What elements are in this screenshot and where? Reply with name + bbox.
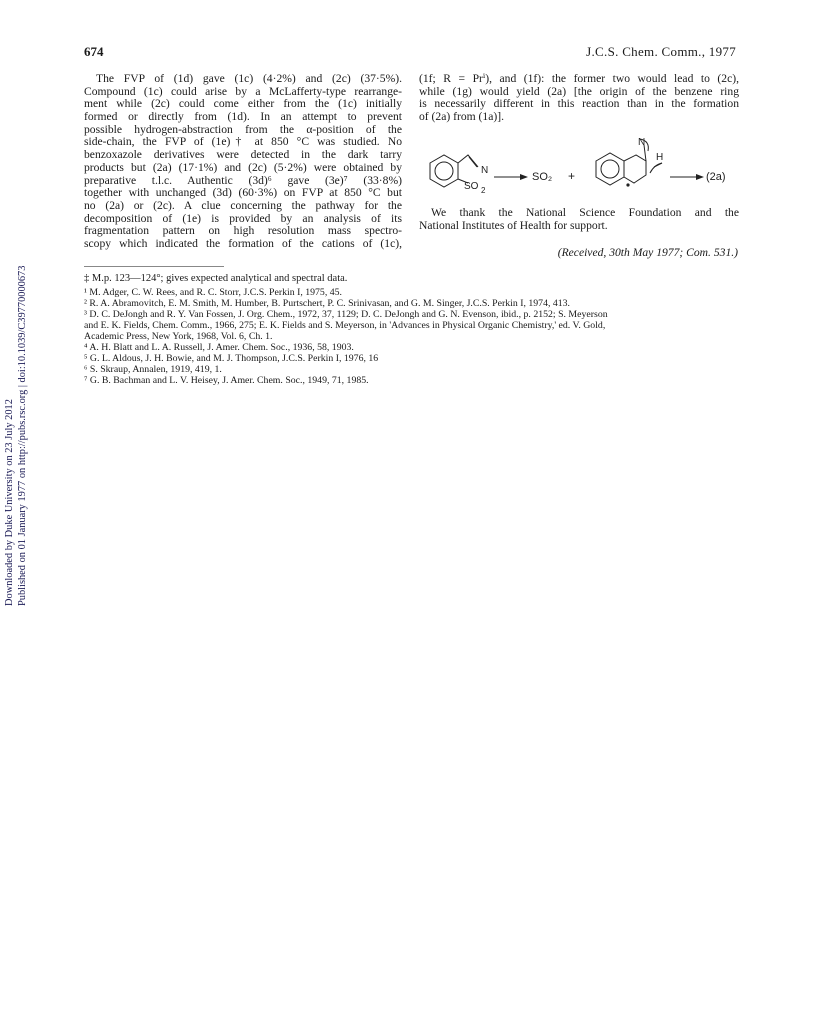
arrowhead: [696, 174, 704, 180]
doi-link[interactable]: Published on 01 January 1977 on http://pubs.rsc.org | doi:10.1039/C39770000673: [17, 265, 28, 606]
right-column-text: [419, 73, 739, 124]
sulfone-subscript: 2: [481, 186, 486, 195]
reference: ⁷ G. B. Bachman and L. V. Heisey, J. Amer. Chem. Soc., 1949, 71, 1985.: [84, 375, 369, 386]
product-label: (2a): [706, 171, 726, 183]
text-line: products but (2a) (17·1%) and (2c) (5·2%) were obtained by: [84, 161, 402, 174]
acknowledgement: [419, 207, 739, 232]
text-line: preparative t.l.c. Authentic (3d)⁶ gave (3e)⁷ (33·8%): [84, 174, 402, 187]
text-line: benzoxazole derivatives were detected in the dark tarry: [84, 149, 402, 162]
reference: ⁵ G. L. Aldous, J. H. Bowie, and M. J. Thompson, J.C.S. Perkin I, 1976, 16: [84, 353, 379, 364]
text-line: no (2a) or (2c). A clue concerning the pathway for the: [84, 199, 402, 212]
aromatic-circle: [435, 162, 453, 180]
footnote: ‡ M.p. 123—124°; gives expected analytical and spectral data.: [84, 273, 348, 284]
plus-sign: +: [568, 169, 576, 183]
text-line: side-chain, the FVP of (1e)† at 850 °C was studied. No: [84, 136, 402, 149]
reference: and E. K. Fields, Chem. Comm., 1966, 275; E. K. Fields and S. Meyerson, in 'Advances in Physical Organic Chemistry,' ed. V. Gold,: [84, 320, 606, 331]
download-note[interactable]: Downloaded by Duke University on 23 July 2012: [4, 399, 15, 606]
text-line: The FVP of (1d) gave (1c) (4·2%) and (2c) (37·5%).: [96, 73, 402, 85]
text-line: scopy which indicated the formation of the cations of (1c),: [84, 237, 402, 250]
reference: ⁴ A. H. Blatt and L. A. Russell, J. Amer. Chem. Soc., 1936, 58, 1903.: [84, 342, 354, 353]
text-line: while (1g) would yield (2a) [the origin of the benzene ring: [419, 85, 739, 98]
curved-arrow: [650, 163, 662, 173]
text-line: National Institutes of Health for support.: [419, 219, 608, 232]
reaction-scheme: [424, 133, 742, 209]
so2-label: SO₂: [532, 171, 553, 183]
reference: ⁶ S. Skraup, Annalen, 1919, 419, 1.: [84, 364, 222, 375]
footnote-divider: [84, 266, 224, 267]
text-line: formed or directly from (1d). In an attempt to prevent: [84, 111, 402, 124]
hydrogen-label: H: [656, 152, 664, 163]
text-line: Compound (1c) could arise by a McLafferty-type rearrange-: [84, 85, 402, 98]
running-head: J.C.S. Chem. Comm., 1977: [586, 44, 736, 59]
radical-dot: [626, 183, 629, 186]
reference: ¹ M. Adger, C. W. Rees, and R. C. Storr, J.C.S. Perkin I, 1975, 45.: [84, 287, 342, 298]
nitrogen-label: N: [638, 137, 646, 148]
arrowhead: [520, 174, 528, 180]
text-line: of (2a) from (1a)].: [419, 111, 504, 124]
nitrogen-label: N: [481, 165, 489, 176]
fused-ring-bonds: [624, 155, 646, 183]
text-line: ment while (2c) could come either from the (1c) initially: [84, 98, 402, 111]
reference: Academic Press, New York, 1968, Vol. 6, Ch. 1.: [84, 331, 273, 342]
text-line: is necessarily different in this reaction than in the formation: [419, 98, 739, 111]
text-line: (1f; R = Prⁱ), and (1f): the former two would lead to (2c),: [419, 73, 739, 85]
download-watermark: [3, 266, 29, 606]
text-line: We thank the National Science Foundation and the: [431, 207, 739, 219]
benzene-ring: [430, 155, 458, 187]
reference: ³ D. C. DeJongh and R. Y. Van Fossen, J. Org. Chem., 1972, 37, 1129; D. C. DeJongh and G. N. Evenson, ibid., p. 2152; S. Meyerson: [84, 309, 608, 320]
reference: ² R. A. Abramovitch, E. M. Smith, M. Humber, B. Purtschert, P. C. Srinivasan, and G. M. Singer, J.C.S. Perkin I, 1974, 413.: [84, 298, 571, 309]
footnotes: [84, 272, 744, 386]
benzene-ring: [596, 153, 624, 185]
text-line: possible hydrogen-abstraction from the α-position of the: [84, 123, 402, 136]
left-column-text: [84, 73, 402, 251]
sulfone-label: SO: [464, 181, 479, 192]
received-date: (Received, 30th May 1977; Com. 531.): [557, 246, 738, 259]
text-line: fragmentation pattern on high resolution mass spectro-: [84, 225, 402, 238]
text-line: together with unchanged (3d) (60·3%) on FVP at 850 °C but: [84, 187, 402, 200]
text-line: decomposition of (1e) is provided by an analysis of its: [84, 212, 402, 225]
page-number: 674: [84, 44, 104, 59]
aromatic-circle: [601, 160, 619, 178]
